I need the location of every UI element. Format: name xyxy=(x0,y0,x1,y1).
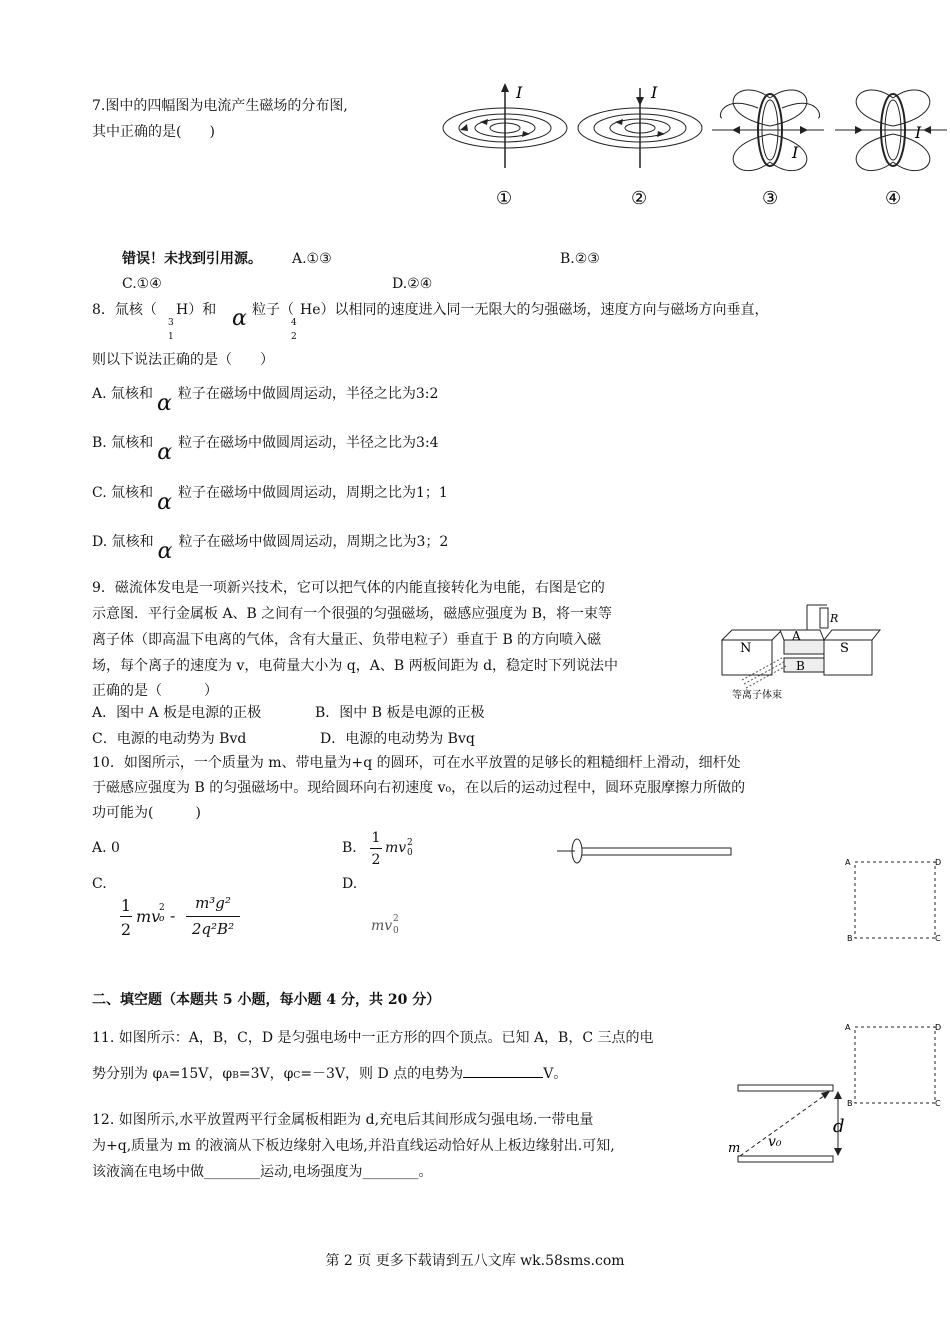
q10-b-fraction-den: 2 xyxy=(371,852,381,868)
q10-stem-line2: 于磁感应强度为 B 的匀强磁场中。现给圆环向右初速度 v₀，在以后的运动过程中，圆环克服摩擦力所做的 xyxy=(92,780,746,796)
current-label-2: I xyxy=(651,83,658,102)
page-footer: 第 2 页 更多下载请到五八文库 wk.58sms.com xyxy=(325,1253,625,1269)
q9-option-d: D．电源的电动势为 Bvq xyxy=(320,731,475,747)
alpha-symbol: α xyxy=(157,391,172,416)
q11-stem-line1: 11. 如图所示：A，B，C，D 是匀强电场中一正方形的四个顶点。已知 A，B，C 三点的电 xyxy=(92,1030,654,1046)
q11-text-d: =－3V，则 D 点的电势为 xyxy=(300,1066,464,1082)
q10-option-d: D. xyxy=(342,876,358,892)
figure-label-1: ① xyxy=(496,188,513,209)
section-2-heading: 二、填空题（本题共 5 小题，每小题 4 分，共 20 分） xyxy=(92,992,441,1008)
q7-option-d: D.②④ xyxy=(392,276,433,292)
q8-option-d-pre: D. 氚核和 xyxy=(92,534,154,550)
fig-label-b: B xyxy=(796,659,805,673)
q12-stem-line2: 为+q,质量为 m 的液滴从下板边缘射入电场,并沿直线运动恰好从上板边缘射出.可知, xyxy=(92,1138,615,1154)
q8-option-d-post: 粒子在磁场中做圆周运动，周期之比为3；2 xyxy=(178,534,449,550)
q10-b-fraction-bar xyxy=(370,848,382,849)
q10-c-frac1-num: 1 xyxy=(120,896,132,915)
q12-parallel-plates-figure xyxy=(728,1080,858,1170)
stray-square-figure xyxy=(845,855,940,945)
corner-c: C xyxy=(935,1099,941,1108)
q10-d-mv: mv xyxy=(371,918,393,934)
q9-stem-line4: 场，每个离子的速度为 v，电荷量大小为 q，A、B 两板间距为 d，稳定时下列说法中 xyxy=(92,658,619,674)
corner-d: D xyxy=(935,1023,942,1032)
fig-label-v0: v₀ xyxy=(768,1134,782,1150)
corner-d: D xyxy=(935,858,942,867)
q10-c-frac2-den: 2q²B² xyxy=(191,920,235,938)
fig-caption: 等离子体束 xyxy=(732,690,782,701)
fig-label-d: d xyxy=(833,1116,845,1137)
q8-stem-line2: 则以下说法正确的是（ ） xyxy=(92,352,274,368)
q8-helium-mass: 4 xyxy=(291,318,297,328)
fig-label-a: A xyxy=(792,629,801,643)
q10-c-square: 2 xyxy=(159,903,165,913)
q11-sub-c: C xyxy=(293,1071,301,1081)
q10-c-minus: - xyxy=(170,906,176,925)
q10-d-square: 2 xyxy=(393,914,399,924)
figure-label-3: ③ xyxy=(762,188,779,209)
figure-label-2: ② xyxy=(631,188,648,209)
q10-b-square: 2 xyxy=(407,838,413,848)
q11-answer-blank[interactable] xyxy=(463,1077,543,1078)
q8-helium: He）以相同的速度进入同一无限大的匀强磁场，速度方向与磁场方向垂直， xyxy=(300,302,769,318)
q10-c-subscript: o xyxy=(159,914,165,924)
reference-error-text: 错误！未找到引用源。 xyxy=(122,251,262,267)
figure-4-current-loop xyxy=(835,90,947,209)
q8-alpha-symbol: α xyxy=(232,306,247,331)
q8-helium-charge: 2 xyxy=(291,332,297,342)
q9-stem-line2: 示意图．平行金属板 A、B 之间有一个很强的匀强磁场，磁感应强度为 B，将一束等 xyxy=(92,606,613,622)
q11-square-figure xyxy=(845,1020,940,1110)
figure-1-straight-wire-up xyxy=(443,83,567,209)
q9-stem-line5: 正确的是（ ） xyxy=(92,683,218,699)
q8-option-a-post: 粒子在磁场中做圆周运动，半径之比为3:2 xyxy=(177,386,439,402)
q11-sub-b: B xyxy=(232,1071,239,1081)
q10-c-frac1-bar xyxy=(120,916,132,917)
current-label-1: I xyxy=(516,83,523,102)
figure-label-4: ④ xyxy=(885,188,902,209)
q8-tritium-mass: 3 xyxy=(168,318,174,328)
q8-option-c-post: 粒子在磁场中做圆周运动，周期之比为1；1 xyxy=(177,485,448,501)
q12-stem-line1: 12. 如图所示,水平放置两平行金属板相距为 d,充电后其间形成匀强电场.一带电量 xyxy=(92,1112,594,1128)
corner-c: C xyxy=(935,934,941,943)
q10-c-frac2-num: m³g² xyxy=(195,894,231,912)
q7-option-c: C.①④ xyxy=(122,276,162,292)
q8-option-b-post: 粒子在磁场中做圆周运动，半径之比为3:4 xyxy=(178,435,439,451)
q9-option-a: A．图中 A 板是电源的正极 xyxy=(92,705,262,721)
q11-text-c: =3V，φ xyxy=(238,1066,294,1082)
current-label-3: I xyxy=(792,143,799,162)
figure-3-current-loop xyxy=(712,90,824,209)
q10-b-subscript: 0 xyxy=(407,848,413,858)
q10-ring-on-rod-figure xyxy=(555,838,735,868)
fig-label-r: R xyxy=(830,612,839,625)
q9-stem-line3: 离子体（即高温下电离的气体，含有大量正、负带电粒子）垂直于 B 的方向喷入磁 xyxy=(92,632,602,648)
q11-stem-line2 xyxy=(92,1066,567,1083)
corner-a: A xyxy=(845,858,851,867)
q10-b-fraction-num: 1 xyxy=(371,830,381,846)
q10-stem-line3: 功可能为( ) xyxy=(92,805,201,821)
q10-c-frac1-den: 2 xyxy=(120,920,132,939)
q8-option-c-pre: C. 氚核和 xyxy=(92,485,154,501)
fig-label-n: N xyxy=(740,641,752,656)
fig-label-m: m xyxy=(728,1141,741,1156)
alpha-symbol: α xyxy=(157,490,172,515)
q7-stem-line2: 其中正确的是( ) xyxy=(92,124,215,140)
q8-option-a xyxy=(92,379,439,416)
q9-option-b: B．图中 B 板是电源的正极 xyxy=(315,705,485,721)
q7-option-b: B.②③ xyxy=(560,251,600,267)
q10-option-b: B. xyxy=(342,840,357,856)
q8-option-b xyxy=(92,428,439,465)
q12-stem-line3: 该液滴在电场中做________运动,电场强度为________。 xyxy=(92,1164,433,1180)
figure-2-straight-wire-down xyxy=(578,83,702,209)
q7-option-a: A.①③ xyxy=(292,251,332,267)
q10-option-a: A. 0 xyxy=(92,840,120,856)
q7-magnetic-field-figures xyxy=(440,78,940,213)
q8-tritium-charge: 1 xyxy=(168,332,174,342)
q11-text-b: =15V，φ xyxy=(168,1066,233,1082)
q7-stem-line1: 7.图中的四幅图为电流产生磁场的分布图, xyxy=(92,98,348,114)
corner-b: B xyxy=(847,934,853,943)
corner-b: B xyxy=(847,1099,853,1108)
q9-option-c: C．电源的电动势为 Bvd xyxy=(92,731,247,747)
q10-b-mv: mv xyxy=(385,840,407,856)
current-label-4: I xyxy=(915,123,922,142)
alpha-symbol: α xyxy=(157,440,173,465)
q8-tritium: H）和 xyxy=(176,302,217,318)
q8-prefix: 8．氚核（ xyxy=(92,302,157,318)
q10-d-subscript: 0 xyxy=(393,926,399,936)
q10-stem-line1: 10．如图所示，一个质量为 m、带电量为+q 的圆环，可在水平放置的足够长的粗糙细杆上滑动，细杆处 xyxy=(92,755,741,771)
alpha-symbol: α xyxy=(157,539,173,564)
q11-text-a: 势分别为 φ xyxy=(92,1066,163,1082)
q8-option-b-pre: B. 氚核和 xyxy=(92,435,154,451)
q11-sub-a: A xyxy=(162,1071,169,1081)
q11-text-e: V。 xyxy=(543,1066,568,1082)
q8-option-c xyxy=(92,478,448,515)
fig-label-s: S xyxy=(840,641,849,656)
q10-c-frac2-bar xyxy=(186,916,240,917)
q8-option-d xyxy=(92,527,449,564)
q10-option-c: C. xyxy=(92,876,107,892)
q9-stem-line1: 9．磁流体发电是一项新兴技术，它可以把气体的内能直接转化为电能，右图是它的 xyxy=(92,580,605,596)
q9-mhd-generator-figure xyxy=(712,600,892,710)
q8-option-a-pre: A. 氚核和 xyxy=(92,386,154,402)
q10-c-mv: mv xyxy=(136,907,161,926)
corner-a: A xyxy=(845,1023,851,1032)
q8-particle: 粒子（ xyxy=(252,302,294,318)
